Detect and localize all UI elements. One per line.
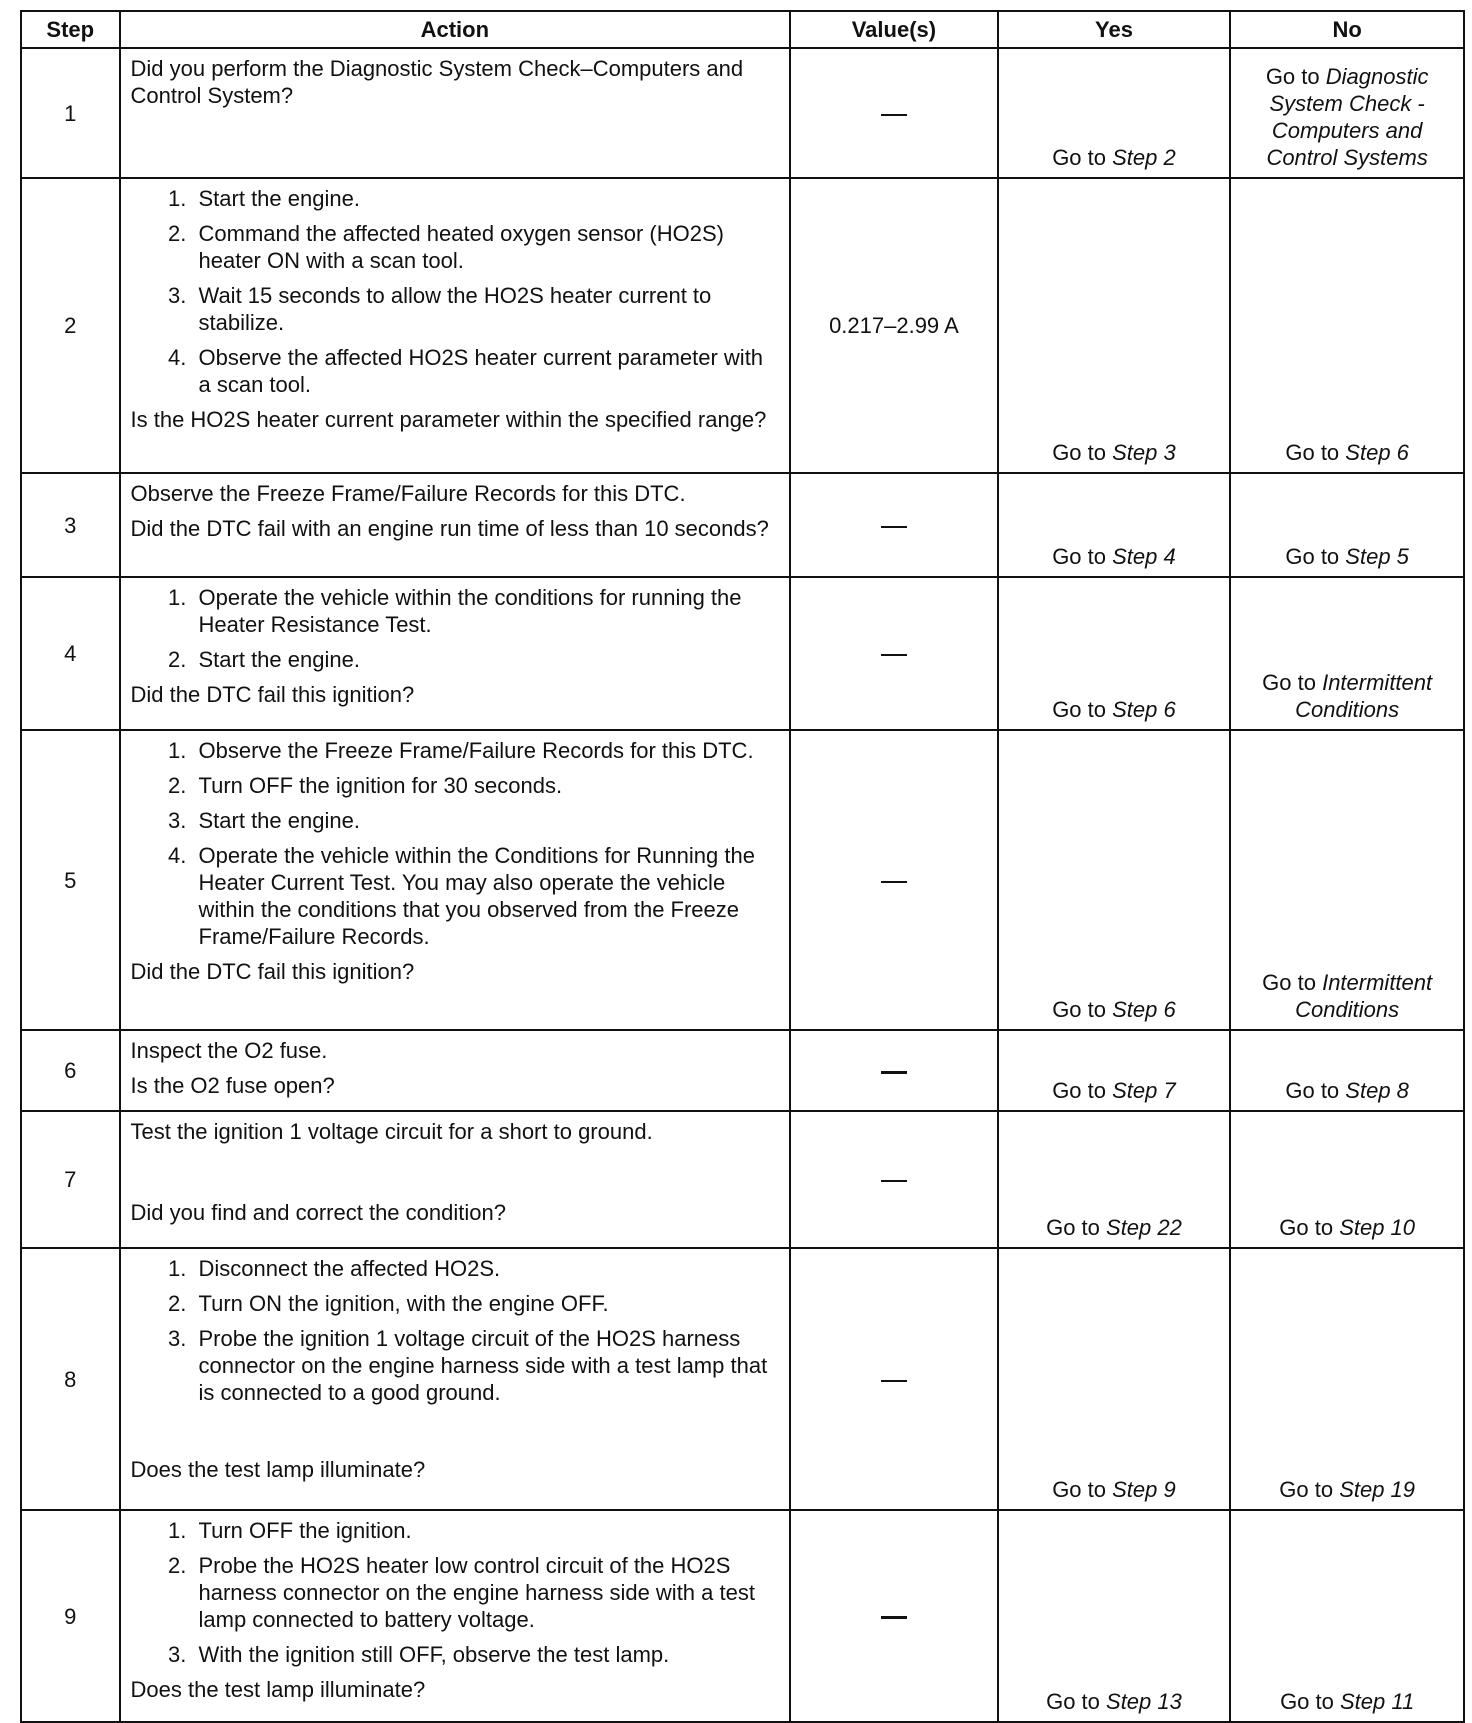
yes-prefix: Go to bbox=[1046, 1689, 1100, 1714]
yes-prefix: Go to bbox=[1052, 145, 1106, 170]
no-cell bbox=[1230, 1510, 1464, 1722]
action-question: Did you find and correct the condition? bbox=[130, 1200, 506, 1225]
step-number: 2 bbox=[21, 178, 120, 473]
yes-prefix: Go to bbox=[1046, 1215, 1100, 1240]
table-row bbox=[21, 1248, 1464, 1510]
no-step-link[interactable]: Step 5 bbox=[1345, 544, 1409, 569]
yes-step-link[interactable]: Step 13 bbox=[1106, 1689, 1182, 1714]
no-step-link[interactable]: Intermittent Conditions bbox=[1295, 970, 1433, 1022]
yes-step-link[interactable]: Step 2 bbox=[1112, 145, 1176, 170]
no-prefix: Go to bbox=[1280, 1689, 1334, 1714]
step-number: 5 bbox=[21, 730, 120, 1030]
action-step-item: 2. Command the affected heated oxygen sensor (HO2S) heater ON with a scan tool. bbox=[193, 220, 778, 274]
value-cell bbox=[790, 730, 997, 1030]
value-cell bbox=[790, 178, 997, 473]
step-number: 8 bbox=[21, 1248, 120, 1510]
yes-prefix: Go to bbox=[1052, 544, 1106, 569]
table-row bbox=[21, 473, 1464, 577]
action-question: Does the test lamp illuminate? bbox=[130, 1457, 426, 1482]
no-value-dash bbox=[881, 1616, 907, 1619]
no-cell bbox=[1230, 48, 1464, 178]
action-cell bbox=[120, 1248, 791, 1510]
spacer bbox=[131, 1414, 778, 1456]
value-cell bbox=[790, 1111, 997, 1248]
action-cell bbox=[120, 473, 791, 577]
no-value-dash bbox=[881, 1180, 907, 1182]
yes-prefix: Go to bbox=[1052, 697, 1106, 722]
action-step-item: 1. Operate the vehicle within the conditions for running the Heater Resistance Test. bbox=[193, 584, 778, 638]
yes-prefix: Go to bbox=[1052, 1078, 1106, 1103]
action-question: Did the DTC fail this ignition? bbox=[130, 959, 415, 984]
no-value-dash bbox=[881, 1071, 907, 1074]
action-intro: Did you perform the Diagnostic System Check–Computers and Control System? bbox=[130, 56, 744, 108]
no-cell bbox=[1230, 1248, 1464, 1510]
action-question: Is the HO2S heater current parameter within the specified range? bbox=[130, 407, 767, 432]
no-step-link[interactable]: Step 10 bbox=[1339, 1215, 1416, 1240]
no-prefix: Go to bbox=[1285, 1078, 1340, 1103]
no-prefix: Go to bbox=[1262, 970, 1316, 995]
action-intro: Test the ignition 1 voltage circuit for a short to ground. bbox=[130, 1119, 653, 1144]
action-steps-list bbox=[131, 737, 778, 950]
action-step-item: 1. Observe the Freeze Frame/Failure Records for this DTC. bbox=[193, 737, 778, 764]
no-prefix: Go to bbox=[1285, 544, 1340, 569]
yes-prefix: Go to bbox=[1052, 440, 1106, 465]
header-values: Value(s) bbox=[790, 11, 997, 48]
action-steps-list bbox=[131, 185, 778, 398]
value-cell bbox=[790, 48, 997, 178]
no-prefix: Go to bbox=[1279, 1477, 1334, 1502]
no-value-dash bbox=[881, 114, 907, 116]
action-cell bbox=[120, 730, 791, 1030]
yes-step-link[interactable]: Step 9 bbox=[1112, 1477, 1176, 1502]
value-range: 0.217–2.99 A bbox=[829, 313, 959, 338]
action-cell bbox=[120, 1030, 791, 1111]
yes-cell bbox=[998, 577, 1231, 730]
action-step-item: 3. With the ignition still OFF, observe the test lamp. bbox=[193, 1641, 778, 1668]
action-question: Did the DTC fail with an engine run time of less than 10 seconds? bbox=[130, 516, 769, 541]
yes-cell bbox=[998, 730, 1231, 1030]
action-step-item: 3. Wait 15 seconds to allow the HO2S heater current to stabilize. bbox=[193, 282, 778, 336]
yes-step-link[interactable]: Step 7 bbox=[1112, 1078, 1176, 1103]
value-cell bbox=[790, 1248, 997, 1510]
diagnostic-table bbox=[20, 10, 1465, 1723]
yes-cell bbox=[998, 473, 1231, 577]
action-step-item: 2. Turn ON the ignition, with the engine OFF. bbox=[193, 1290, 778, 1317]
action-intro: Inspect the O2 fuse. bbox=[130, 1038, 328, 1063]
action-question: Is the O2 fuse open? bbox=[130, 1073, 335, 1098]
step-number: 6 bbox=[21, 1030, 120, 1111]
yes-cell bbox=[998, 48, 1231, 178]
no-value-dash bbox=[881, 654, 907, 656]
no-cell bbox=[1230, 1111, 1464, 1248]
table-header bbox=[21, 11, 1464, 48]
header-step: Step bbox=[21, 11, 120, 48]
value-cell bbox=[790, 1030, 997, 1111]
action-cell bbox=[120, 178, 791, 473]
action-cell bbox=[120, 1510, 791, 1722]
no-step-link[interactable]: Step 6 bbox=[1345, 440, 1409, 465]
value-cell bbox=[790, 473, 997, 577]
no-prefix: Go to bbox=[1265, 64, 1320, 89]
action-cell bbox=[120, 1111, 791, 1248]
step-number: 4 bbox=[21, 577, 120, 730]
action-step-item: 1. Disconnect the affected HO2S. bbox=[193, 1255, 778, 1282]
no-step-link[interactable]: Step 11 bbox=[1340, 1689, 1415, 1714]
action-step-item: 3. Probe the ignition 1 voltage circuit of the HO2S harness connector on the engine harness side with a test lamp that is connected to a good ground. bbox=[193, 1325, 778, 1406]
yes-step-link[interactable]: Step 6 bbox=[1112, 997, 1176, 1022]
table-row bbox=[21, 1030, 1464, 1111]
action-step-item: 2. Turn OFF the ignition for 30 seconds. bbox=[193, 772, 778, 799]
header-no: No bbox=[1230, 11, 1464, 48]
action-step-item: 4. Observe the affected HO2S heater current parameter with a scan tool. bbox=[193, 344, 778, 398]
action-step-item: 4. Operate the vehicle within the Conditions for Running the Heater Current Test. You may also operate the vehicle within the conditions that you observed from the Freeze Frame/Failure Records. bbox=[193, 842, 778, 950]
value-cell bbox=[790, 577, 997, 730]
no-cell bbox=[1230, 730, 1464, 1030]
yes-step-link[interactable]: Step 3 bbox=[1112, 440, 1176, 465]
table-row bbox=[21, 577, 1464, 730]
header-action: Action bbox=[120, 11, 791, 48]
table-row bbox=[21, 1111, 1464, 1248]
action-step-item: 1. Start the engine. bbox=[193, 185, 778, 212]
yes-cell bbox=[998, 1248, 1231, 1510]
step-number: 7 bbox=[21, 1111, 120, 1248]
action-steps-list bbox=[131, 1255, 778, 1406]
no-step-link[interactable]: Step 19 bbox=[1339, 1477, 1416, 1502]
table-row bbox=[21, 1510, 1464, 1722]
action-intro: Observe the Freeze Frame/Failure Records for this DTC. bbox=[130, 481, 686, 506]
table-row bbox=[21, 48, 1464, 178]
no-cell bbox=[1230, 473, 1464, 577]
yes-cell bbox=[998, 178, 1231, 473]
action-question: Did the DTC fail this ignition? bbox=[130, 682, 415, 707]
step-number: 9 bbox=[21, 1510, 120, 1722]
yes-prefix: Go to bbox=[1052, 1477, 1106, 1502]
action-steps-list bbox=[131, 584, 778, 673]
action-cell bbox=[120, 577, 791, 730]
spacer bbox=[131, 1153, 778, 1199]
step-number: 3 bbox=[21, 473, 120, 577]
header-yes: Yes bbox=[998, 11, 1231, 48]
yes-prefix: Go to bbox=[1052, 997, 1106, 1022]
table-row bbox=[21, 730, 1464, 1030]
yes-cell bbox=[998, 1030, 1231, 1111]
header-row bbox=[21, 11, 1464, 48]
no-step-link[interactable]: Intermittent Conditions bbox=[1295, 670, 1433, 722]
table-body bbox=[21, 48, 1464, 1722]
no-cell bbox=[1230, 178, 1464, 473]
action-cell bbox=[120, 48, 791, 178]
yes-step-link[interactable]: Step 6 bbox=[1112, 697, 1176, 722]
no-step-link[interactable]: Diagnostic System Check - Computers and Control Systems bbox=[1266, 64, 1429, 170]
no-cell bbox=[1230, 577, 1464, 730]
action-step-item: 1. Turn OFF the ignition. bbox=[193, 1517, 778, 1544]
no-value-dash bbox=[881, 526, 907, 528]
action-step-item: 2. Start the engine. bbox=[193, 646, 778, 673]
table-row bbox=[21, 178, 1464, 473]
action-step-item: 3. Start the engine. bbox=[193, 807, 778, 834]
no-prefix: Go to bbox=[1279, 1215, 1334, 1240]
no-prefix: Go to bbox=[1262, 670, 1316, 695]
action-steps-list bbox=[131, 1517, 778, 1668]
no-value-dash bbox=[881, 881, 907, 883]
no-prefix: Go to bbox=[1285, 440, 1340, 465]
yes-step-link[interactable]: Step 22 bbox=[1106, 1215, 1182, 1240]
value-cell bbox=[790, 1510, 997, 1722]
no-step-link[interactable]: Step 8 bbox=[1345, 1078, 1409, 1103]
no-value-dash bbox=[881, 1380, 907, 1382]
yes-cell bbox=[998, 1510, 1231, 1722]
yes-step-link[interactable]: Step 4 bbox=[1112, 544, 1176, 569]
action-question: Does the test lamp illuminate? bbox=[130, 1677, 426, 1702]
no-cell bbox=[1230, 1030, 1464, 1111]
action-step-item: 2. Probe the HO2S heater low control circuit of the HO2S harness connector on the engine harness side with a test lamp connected to battery voltage. bbox=[193, 1552, 778, 1633]
step-number: 1 bbox=[21, 48, 120, 178]
yes-cell bbox=[998, 1111, 1231, 1248]
